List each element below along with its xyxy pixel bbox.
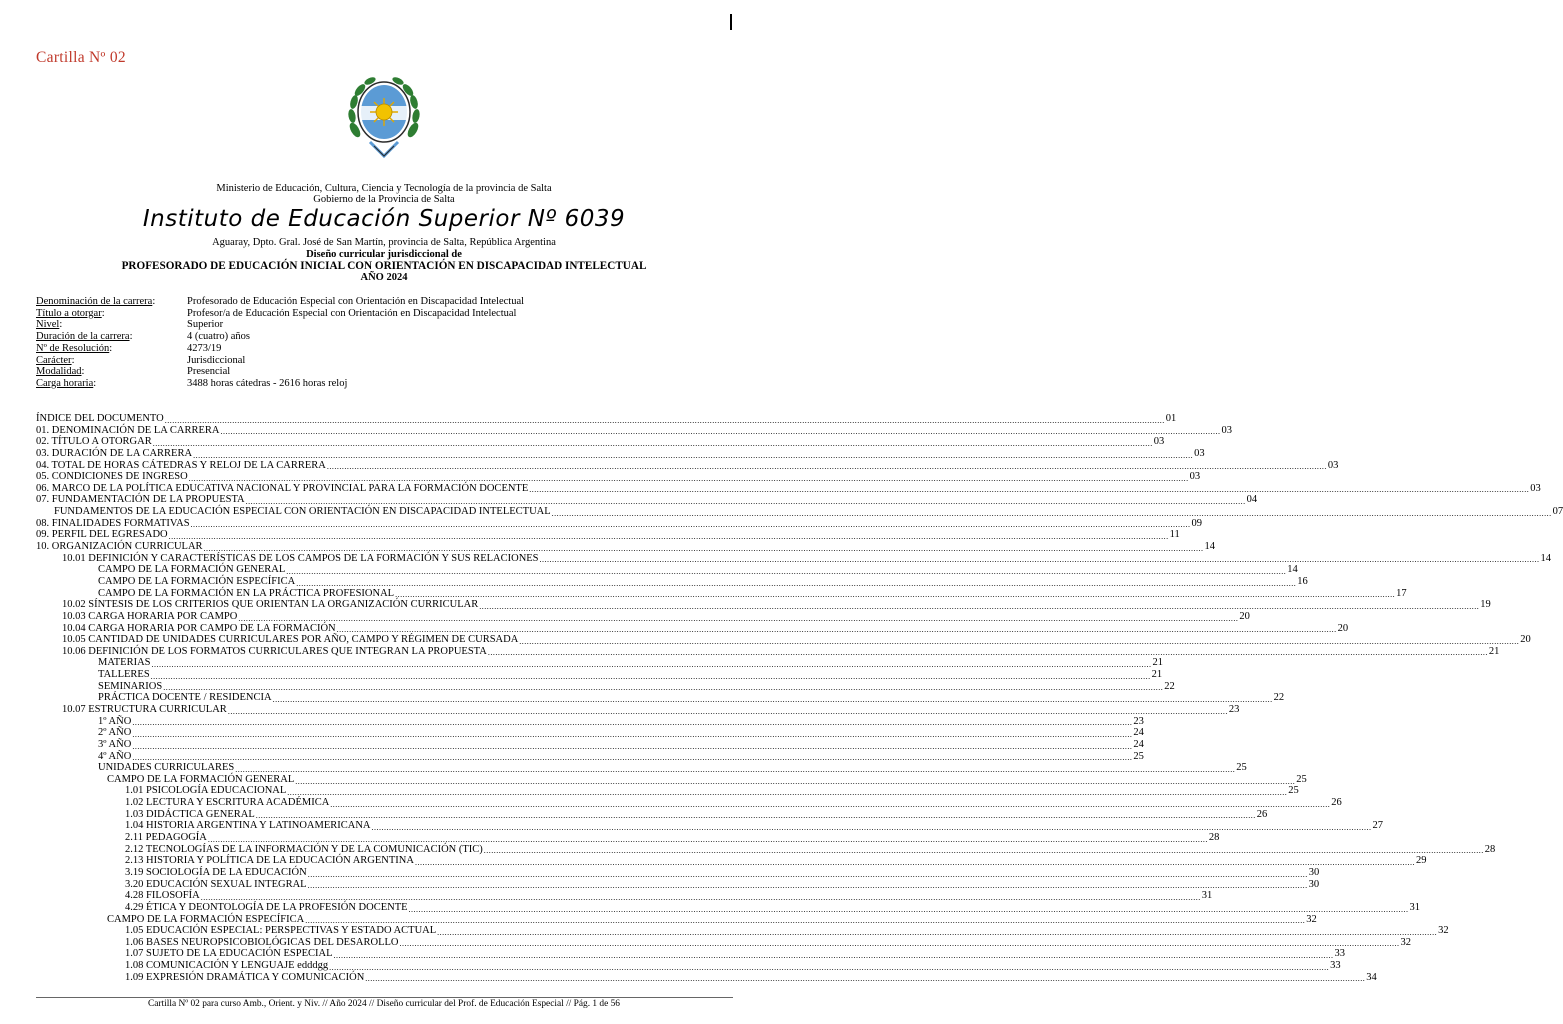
toc-entry-page: 09 bbox=[1191, 517, 1203, 529]
toc-dot-leader: ................................................................................................................................................................................................................................................................................................................................................................................................................ bbox=[238, 613, 1239, 623]
toc-entry-label: CAMPO DE LA FORMACIÓN GENERAL bbox=[107, 773, 295, 785]
toc-entry-label: ÍNDICE DEL DOCUMENTO bbox=[36, 412, 164, 424]
toc-entry[interactable] bbox=[36, 762, 1247, 774]
toc-dot-leader: ................................................................................................................................................................................................................................................................................................................................................................................................................ bbox=[408, 904, 1409, 914]
info-row bbox=[36, 296, 524, 308]
toc-entry[interactable] bbox=[36, 494, 1258, 507]
toc-entry-label: 10.04 CARGA HORARIA POR CAMPO DE LA FORMACIÓN bbox=[62, 622, 336, 634]
info-key: Duración de la carrera bbox=[36, 331, 130, 343]
toc-entry-page: 24 bbox=[1133, 738, 1144, 750]
toc-entry[interactable] bbox=[36, 715, 1144, 728]
toc-entry-label: 06. MARCO DE LA POLÍTICA EDUCATIVA NACIONAL Y PROVINCIAL PARA LA FORMACIÓN DOCENTE bbox=[36, 482, 529, 494]
page-footer: Cartilla Nº 02 para curso Amb., Orient. y Niv. // Año 2024 // Diseño curricular del Prof. de Educación Especial // Pág. 1 de 56 bbox=[148, 999, 620, 1009]
toc-entry-page: 31 bbox=[1201, 890, 1213, 902]
toc-entry-page: 14 bbox=[1204, 541, 1216, 553]
toc-entry-page: 22 bbox=[1273, 692, 1285, 704]
toc-entry-label: CAMPO DE LA FORMACIÓN ESPECÍFICA bbox=[107, 913, 305, 925]
toc-entry-page: 25 bbox=[1236, 762, 1247, 774]
toc-entry-page: 25 bbox=[1133, 750, 1144, 762]
info-key: Denominación de la carrera bbox=[36, 296, 153, 307]
info-value: Superior bbox=[187, 319, 224, 331]
info-colon: : bbox=[152, 296, 156, 307]
toc-entry-page: 32 bbox=[1438, 925, 1449, 937]
toc-entry-label: 1.01 PSICOLOGÍA EDUCACIONAL bbox=[125, 785, 287, 797]
toc-entry-label: 10.03 CARGA HORARIA POR CAMPO bbox=[62, 610, 238, 622]
toc-entry[interactable] bbox=[36, 482, 1541, 495]
toc-dot-leader: ................................................................................................................................................................................................................................................................................................................................................................................................................ bbox=[132, 753, 1133, 763]
toc-entry-label: 2º AÑO bbox=[98, 727, 132, 739]
toc-dot-leader: ................................................................................................................................................................................................................................................................................................................................................................................................................ bbox=[152, 438, 1153, 448]
info-colon: : bbox=[81, 366, 85, 378]
info-key: Carga horaria bbox=[36, 377, 94, 389]
toc-entry-label: 4.28 FILOSOFÍA bbox=[125, 890, 200, 902]
info-colon: : bbox=[93, 377, 97, 389]
toc-entry-page: 19 bbox=[1480, 599, 1491, 611]
toc-entry[interactable] bbox=[36, 680, 1175, 693]
info-row bbox=[36, 331, 524, 343]
toc-entry[interactable] bbox=[36, 878, 1320, 891]
toc-entry-label: CAMPO DE LA FORMACIÓN ESPECÍFICA bbox=[98, 575, 296, 587]
toc-dot-leader: ................................................................................................................................................................................................................................................................................................................................................................................................................ bbox=[203, 543, 1204, 553]
toc-entry-page: 01 bbox=[1165, 412, 1177, 424]
toc-entry-label: 2.12 TECNOLOGÍAS DE LA INFORMACIÓN Y DE LA COMUNICACIÓN (TIC) bbox=[125, 843, 483, 855]
toc-entry-label: 10.06 DEFINICIÓN DE LOS FORMATOS CURRICULARES QUE INTEGRAN LA PROPUESTA bbox=[62, 645, 487, 657]
info-value: 4273/19 bbox=[187, 342, 222, 354]
info-value: 4 (cuatro) años bbox=[187, 331, 250, 343]
toc-dot-leader: ................................................................................................................................................................................................................................................................................................................................................................................................................ bbox=[227, 706, 1228, 716]
location-line: Aguaray, Dpto. Gral. José de San Martín, provincia de Salta, República Argentina bbox=[212, 237, 556, 248]
info-row bbox=[36, 355, 524, 367]
toc-entry-label: 08. FINALIDADES FORMATIVAS bbox=[36, 517, 190, 529]
toc-dot-leader: ................................................................................................................................................................................................................................................................................................................................................................................................................ bbox=[333, 951, 1334, 961]
toc-entry[interactable] bbox=[36, 855, 1427, 867]
toc-dot-leader: ................................................................................................................................................................................................................................................................................................................................................................................................................ bbox=[188, 473, 1189, 483]
year-line: AÑO 2024 bbox=[360, 272, 408, 283]
toc-entry[interactable] bbox=[36, 901, 1421, 914]
toc-dot-leader: ................................................................................................................................................................................................................................................................................................................................................................................................................ bbox=[207, 834, 1208, 844]
toc-entry[interactable] bbox=[36, 529, 1180, 542]
toc-entry-label: 1.04 HISTORIA ARGENTINA Y LATINOAMERICANA bbox=[125, 820, 371, 832]
toc-dot-leader: ................................................................................................................................................................................................................................................................................................................................................................................................................ bbox=[519, 636, 1520, 646]
toc-entry-page: 03 bbox=[1221, 424, 1232, 436]
toc-entry[interactable] bbox=[36, 820, 1383, 833]
toc-dot-leader: ................................................................................................................................................................................................................................................................................................................................................................................................................ bbox=[529, 485, 1530, 495]
profesorado-title: PROFESORADO DE EDUCACIÓN INICIAL CON ORIENTACIÓN EN DISCAPACIDAD INTELECTUAL bbox=[121, 260, 647, 272]
toc-entry-page: 25 bbox=[1288, 785, 1299, 797]
toc-entry[interactable] bbox=[36, 424, 1232, 437]
toc-entry-page: 14 bbox=[1287, 564, 1298, 576]
toc-dot-leader: ................................................................................................................................................................................................................................................................................................................................................................................................................ bbox=[326, 462, 1327, 472]
toc-entry[interactable] bbox=[36, 657, 1164, 670]
toc-entry[interactable] bbox=[36, 913, 1317, 926]
toc-entry-label: 4.29 ÉTICA Y DEONTOLOGÍA DE LA PROFESIÓN DOCENTE bbox=[125, 901, 408, 913]
toc-dot-leader: ................................................................................................................................................................................................................................................................................................................................................................................................................ bbox=[287, 788, 1288, 798]
toc-entry-page: 16 bbox=[1297, 575, 1308, 587]
info-key: Nivel bbox=[36, 319, 60, 331]
toc-dot-leader: ................................................................................................................................................................................................................................................................................................................................................................................................................ bbox=[479, 601, 1480, 611]
toc-entry-page: 21 bbox=[1151, 669, 1163, 681]
toc-dot-leader: ................................................................................................................................................................................................................................................................................................................................................................................................................ bbox=[330, 799, 1331, 809]
toc-entry-label: PRÁCTICA DOCENTE / RESIDENCIA bbox=[98, 692, 272, 704]
toc-entry[interactable] bbox=[36, 750, 1144, 763]
toc-entry-label: CAMPO DE LA FORMACIÓN GENERAL bbox=[98, 564, 286, 576]
toc-dot-leader: ................................................................................................................................................................................................................................................................................................................................................................................................................ bbox=[200, 892, 1201, 902]
toc-dot-leader: ................................................................................................................................................................................................................................................................................................................................................................................................................ bbox=[132, 729, 1133, 739]
info-row bbox=[36, 378, 524, 390]
info-key: Modalidad bbox=[36, 366, 82, 378]
toc-entry[interactable] bbox=[36, 738, 1144, 751]
toc-entry-label: 10.02 SÍNTESIS DE LOS CRITERIOS QUE ORIENTAN LA ORGANIZACIÓN CURRICULAR bbox=[62, 599, 479, 611]
toc-entry[interactable] bbox=[36, 797, 1342, 809]
toc-entry[interactable] bbox=[36, 541, 1216, 553]
toc-entry[interactable] bbox=[36, 669, 1163, 681]
table-of-contents bbox=[36, 412, 1563, 984]
toc-dot-leader: ................................................................................................................................................................................................................................................................................................................................................................................................................ bbox=[286, 566, 1287, 576]
info-key: Carácter bbox=[36, 354, 72, 366]
toc-entry[interactable] bbox=[36, 727, 1144, 739]
toc-entry-label: UNIDADES CURRICULARES bbox=[98, 762, 235, 774]
toc-entry-label: 2.13 HISTORIA Y POLÍTICA DE LA EDUCACIÓN ARGENTINA bbox=[125, 855, 414, 867]
toc-entry[interactable] bbox=[36, 960, 1341, 972]
toc-entry-page: 30 bbox=[1308, 878, 1320, 890]
toc-entry[interactable] bbox=[36, 517, 1203, 530]
info-colon: : bbox=[59, 319, 63, 331]
toc-entry-page: 22 bbox=[1164, 680, 1175, 692]
toc-entry-label: 3.20 EDUCACIÓN SEXUAL INTEGRAL bbox=[125, 878, 307, 890]
toc-entry-page: 04 bbox=[1246, 494, 1258, 506]
toc-entry[interactable] bbox=[36, 459, 1339, 472]
toc-entry-page: 03 bbox=[1327, 459, 1339, 471]
footer-divider bbox=[36, 997, 733, 998]
toc-dot-leader: ................................................................................................................................................................................................................................................................................................................................................................................................................ bbox=[329, 962, 1330, 972]
toc-dot-leader: ................................................................................................................................................................................................................................................................................................................................................................................................................ bbox=[132, 741, 1133, 751]
toc-dot-leader: ................................................................................................................................................................................................................................................................................................................................................................................................................ bbox=[168, 532, 1169, 542]
toc-dot-leader: ................................................................................................................................................................................................................................................................................................................................................................................................................ bbox=[220, 427, 1221, 437]
toc-entry-label: 10.05 CANTIDAD DE UNIDADES CURRICULARES POR AÑO, CAMPO Y RÉGIMEN DE CURSADA bbox=[62, 634, 519, 646]
info-colon: : bbox=[129, 331, 133, 343]
toc-entry-page: 26 bbox=[1331, 797, 1342, 809]
toc-entry[interactable] bbox=[36, 575, 1308, 588]
toc-entry-page: 03 bbox=[1194, 447, 1205, 459]
toc-entry-label: 09. PERFIL DEL EGRESADO bbox=[36, 529, 168, 541]
gobierno-line: Gobierno de la Provincia de Salta bbox=[313, 194, 455, 205]
toc-entry-page: 03 bbox=[1153, 436, 1165, 448]
info-key: Título a otorgar bbox=[36, 307, 102, 319]
toc-entry-label: MATERIAS bbox=[98, 657, 151, 669]
career-info-table bbox=[36, 296, 524, 390]
diseno-line: Diseño curricular jurisdiccional de bbox=[306, 249, 462, 260]
salta-coat-of-arms-icon bbox=[346, 72, 422, 160]
toc-dot-leader: ................................................................................................................................................................................................................................................................................................................................................................................................................ bbox=[193, 450, 1194, 460]
toc-entry-label: 1.06 BASES NEUROPSICOBIOLÓGICAS DEL DESAROLLO bbox=[125, 936, 399, 948]
toc-entry-page: 23 bbox=[1228, 704, 1240, 715]
toc-entry[interactable] bbox=[36, 785, 1299, 798]
toc-entry-label: 10.01 DEFINICIÓN Y CARACTERÍSTICAS DE LOS CAMPOS DE LA FORMACIÓN Y SUS RELACIONES bbox=[62, 552, 539, 564]
toc-entry-label: 04. TOTAL DE HORAS CÁTEDRAS Y RELOJ DE LA CARRERA bbox=[36, 459, 326, 471]
toc-entry-page: 28 bbox=[1208, 832, 1220, 844]
toc-entry[interactable] bbox=[36, 506, 1563, 518]
toc-dot-leader: ................................................................................................................................................................................................................................................................................................................................................................................................................ bbox=[395, 590, 1396, 600]
text-cursor bbox=[730, 14, 732, 30]
ministerio-line: Ministerio de Educación, Cultura, Ciencia y Tecnología de la provincia de Salta bbox=[216, 183, 552, 194]
toc-entry-page: 31 bbox=[1409, 901, 1421, 913]
info-value: Profesor/a de Educación Especial con Orientación en Discapacidad Intelectual bbox=[187, 307, 517, 319]
toc-entry-page: 33 bbox=[1330, 960, 1341, 972]
toc-entry-label: 02. TÍTULO A OTORGAR bbox=[36, 436, 152, 448]
toc-dot-leader: ................................................................................................................................................................................................................................................................................................................................................................................................................ bbox=[336, 625, 1337, 635]
toc-dot-leader: ................................................................................................................................................................................................................................................................................................................................................................................................................ bbox=[539, 555, 1540, 565]
toc-entry-label: 4º AÑO bbox=[98, 750, 132, 762]
toc-entry[interactable] bbox=[36, 948, 1345, 961]
toc-dot-leader: ................................................................................................................................................................................................................................................................................................................................................................................................................ bbox=[371, 823, 1372, 833]
toc-dot-leader: ................................................................................................................................................................................................................................................................................................................................................................................................................ bbox=[132, 718, 1133, 728]
toc-dot-leader: ................................................................................................................................................................................................................................................................................................................................................................................................................ bbox=[235, 764, 1236, 774]
info-value: Jurisdiccional bbox=[187, 354, 246, 366]
toc-dot-leader: ................................................................................................................................................................................................................................................................................................................................................................................................................ bbox=[163, 683, 1164, 693]
toc-entry[interactable] bbox=[36, 552, 1552, 565]
toc-entry-label: 2.11 PEDAGOGÍA bbox=[125, 832, 207, 844]
info-value: Profesorado de Educación Especial con Orientación en Discapacidad Intelectual bbox=[187, 296, 525, 307]
toc-entry[interactable] bbox=[36, 971, 1377, 984]
info-row bbox=[36, 343, 524, 355]
toc-dot-leader: ................................................................................................................................................................................................................................................................................................................................................................................................................ bbox=[365, 974, 1366, 984]
toc-entry[interactable] bbox=[36, 412, 1177, 425]
toc-entry-page: 17 bbox=[1396, 587, 1407, 599]
toc-entry-label: 1.02 LECTURA Y ESCRITURA ACADÉMICA bbox=[125, 797, 330, 809]
toc-entry[interactable] bbox=[36, 634, 1531, 646]
info-row bbox=[36, 319, 524, 331]
cartilla-label: Cartilla Nº 02 bbox=[36, 49, 126, 66]
toc-entry-page: 29 bbox=[1415, 855, 1427, 867]
toc-entry[interactable] bbox=[36, 832, 1220, 844]
toc-entry[interactable] bbox=[36, 692, 1285, 705]
toc-entry-label: 3.19 SOCIOLOGÍA DE LA EDUCACIÓN bbox=[125, 866, 307, 878]
toc-entry[interactable] bbox=[36, 610, 1250, 623]
toc-entry-label: 1.07 SUJETO DE LA EDUCACIÓN ESPECIAL bbox=[125, 948, 333, 960]
info-row bbox=[36, 366, 524, 378]
toc-entry-label: 07. FUNDAMENTACIÓN DE LA PROPUESTA bbox=[36, 494, 245, 506]
toc-entry-page: 03 bbox=[1530, 482, 1541, 494]
toc-dot-leader: ................................................................................................................................................................................................................................................................................................................................................................................................................ bbox=[307, 881, 1308, 891]
toc-entry-label: 1.09 EXPRESIÓN DRAMÁTICA Y COMUNICACIÓN bbox=[125, 971, 365, 983]
toc-entry-page: 32 bbox=[1400, 936, 1412, 948]
toc-dot-leader: ................................................................................................................................................................................................................................................................................................................................................................................................................ bbox=[150, 671, 1151, 681]
toc-entry[interactable] bbox=[36, 890, 1213, 902]
toc-entry[interactable] bbox=[36, 936, 1412, 949]
toc-dot-leader: ................................................................................................................................................................................................................................................................................................................................................................................................................ bbox=[307, 869, 1308, 879]
toc-entry-page: 23 bbox=[1133, 715, 1144, 727]
toc-entry[interactable] bbox=[36, 622, 1349, 635]
toc-entry[interactable] bbox=[36, 866, 1320, 879]
info-value: Presencial bbox=[187, 366, 231, 378]
toc-entry-page: 20 bbox=[1239, 610, 1250, 622]
toc-dot-leader: ................................................................................................................................................................................................................................................................................................................................................................................................................ bbox=[305, 916, 1306, 926]
toc-entry[interactable] bbox=[36, 587, 1407, 600]
toc-entry-label: 1º AÑO bbox=[98, 715, 132, 727]
toc-entry[interactable] bbox=[36, 773, 1307, 786]
toc-entry[interactable] bbox=[36, 471, 1201, 483]
toc-dot-leader: ................................................................................................................................................................................................................................................................................................................................................................................................................ bbox=[272, 695, 1273, 705]
info-colon: : bbox=[101, 307, 105, 319]
toc-entry[interactable] bbox=[36, 436, 1165, 448]
toc-dot-leader: ................................................................................................................................................................................................................................................................................................................................................................................................................ bbox=[437, 927, 1438, 937]
info-colon: : bbox=[71, 354, 75, 366]
toc-dot-leader: ................................................................................................................................................................................................................................................................................................................................................................................................................ bbox=[295, 776, 1296, 786]
toc-entry-label: 1.03 DIDÁCTICA GENERAL bbox=[125, 808, 255, 820]
toc-entry-page: 21 bbox=[1152, 657, 1164, 669]
toc-dot-leader: ................................................................................................................................................................................................................................................................................................................................................................................................................ bbox=[414, 857, 1415, 867]
toc-entry-page: 21 bbox=[1488, 645, 1500, 657]
toc-dot-leader: ................................................................................................................................................................................................................................................................................................................................................................................................................ bbox=[151, 660, 1152, 670]
toc-entry-label: 01. DENOMINACIÓN DE LA CARRERA bbox=[36, 424, 220, 436]
toc-dot-leader: ................................................................................................................................................................................................................................................................................................................................................................................................................ bbox=[255, 811, 1256, 821]
toc-entry-label: 03. DURACIÓN DE LA CARRERA bbox=[36, 447, 193, 459]
toc-entry[interactable] bbox=[36, 447, 1205, 460]
toc-entry-page: 03 bbox=[1189, 471, 1201, 483]
toc-entry[interactable] bbox=[36, 925, 1449, 937]
toc-dot-leader: ................................................................................................................................................................................................................................................................................................................................................................................................................ bbox=[399, 939, 1400, 949]
toc-dot-leader: ................................................................................................................................................................................................................................................................................................................................................................................................................ bbox=[483, 846, 1484, 856]
toc-entry-page: 28 bbox=[1484, 843, 1496, 855]
toc-entry-page: 11 bbox=[1169, 529, 1180, 541]
toc-entry[interactable] bbox=[36, 704, 1240, 716]
toc-entry-page: 33 bbox=[1334, 948, 1345, 960]
toc-entry-page: 34 bbox=[1366, 971, 1377, 983]
toc-dot-leader: ................................................................................................................................................................................................................................................................................................................................................................................................................ bbox=[245, 497, 1246, 507]
toc-entry-label: 10.07 ESTRUCTURA CURRICULAR bbox=[62, 704, 227, 715]
toc-entry-label: SEMINARIOS bbox=[98, 680, 163, 692]
toc-entry-page: 27 bbox=[1372, 820, 1383, 832]
toc-entry[interactable] bbox=[36, 564, 1298, 576]
toc-entry-page: 30 bbox=[1308, 866, 1320, 878]
toc-entry-label: 10. ORGANIZACIÓN CURRICULAR bbox=[36, 541, 203, 553]
toc-entry-label: TALLERES bbox=[98, 669, 150, 681]
toc-entry-label: 1.08 COMUNICACIÓN Y LENGUAJE edddgg bbox=[125, 960, 329, 972]
toc-entry-page: 25 bbox=[1296, 773, 1307, 785]
toc-entry[interactable] bbox=[36, 645, 1500, 658]
toc-entry-label: 3º AÑO bbox=[98, 738, 132, 750]
info-colon: : bbox=[109, 342, 113, 354]
toc-entry-page: 07 bbox=[1552, 506, 1563, 518]
toc-entry-label: 1.05 EDUCACIÓN ESPECIAL: PERSPECTIVAS Y ESTADO ACTUAL bbox=[125, 925, 437, 937]
toc-dot-leader: ................................................................................................................................................................................................................................................................................................................................................................................................................ bbox=[164, 415, 1165, 425]
toc-entry-page: 20 bbox=[1337, 622, 1349, 634]
toc-entry[interactable] bbox=[36, 599, 1491, 611]
toc-entry[interactable] bbox=[36, 843, 1496, 856]
toc-entry-page: 14 bbox=[1540, 552, 1552, 564]
toc-dot-leader: ................................................................................................................................................................................................................................................................................................................................................................................................................ bbox=[487, 648, 1488, 658]
toc-entry-label: 05. CONDICIONES DE INGRESO bbox=[36, 471, 188, 483]
info-value: 3488 horas cátedras - 2616 horas reloj bbox=[187, 377, 348, 389]
toc-entry-page: 26 bbox=[1256, 808, 1268, 820]
toc-dot-leader: ................................................................................................................................................................................................................................................................................................................................................................................................................ bbox=[551, 508, 1552, 518]
toc-entry-label: CAMPO DE LA FORMACIÓN EN LA PRÁCTICA PROFESIONAL bbox=[98, 587, 395, 599]
info-key: Nº de Resolución bbox=[36, 342, 110, 354]
toc-dot-leader: ................................................................................................................................................................................................................................................................................................................................................................................................................ bbox=[190, 520, 1191, 530]
toc-entry-page: 32 bbox=[1306, 913, 1317, 925]
toc-entry-page: 20 bbox=[1520, 634, 1531, 646]
toc-entry-label: FUNDAMENTOS DE LA EDUCACIÓN ESPECIAL CON ORIENTACIÓN EN DISCAPACIDAD INTELECTUAL bbox=[54, 506, 551, 518]
toc-entry[interactable] bbox=[36, 808, 1268, 821]
institute-title: Instituto de Educación Superior Nº 6039 bbox=[142, 206, 626, 232]
info-row bbox=[36, 308, 524, 320]
toc-entry-page: 24 bbox=[1133, 727, 1144, 739]
toc-dot-leader: ................................................................................................................................................................................................................................................................................................................................................................................................................ bbox=[296, 578, 1297, 588]
